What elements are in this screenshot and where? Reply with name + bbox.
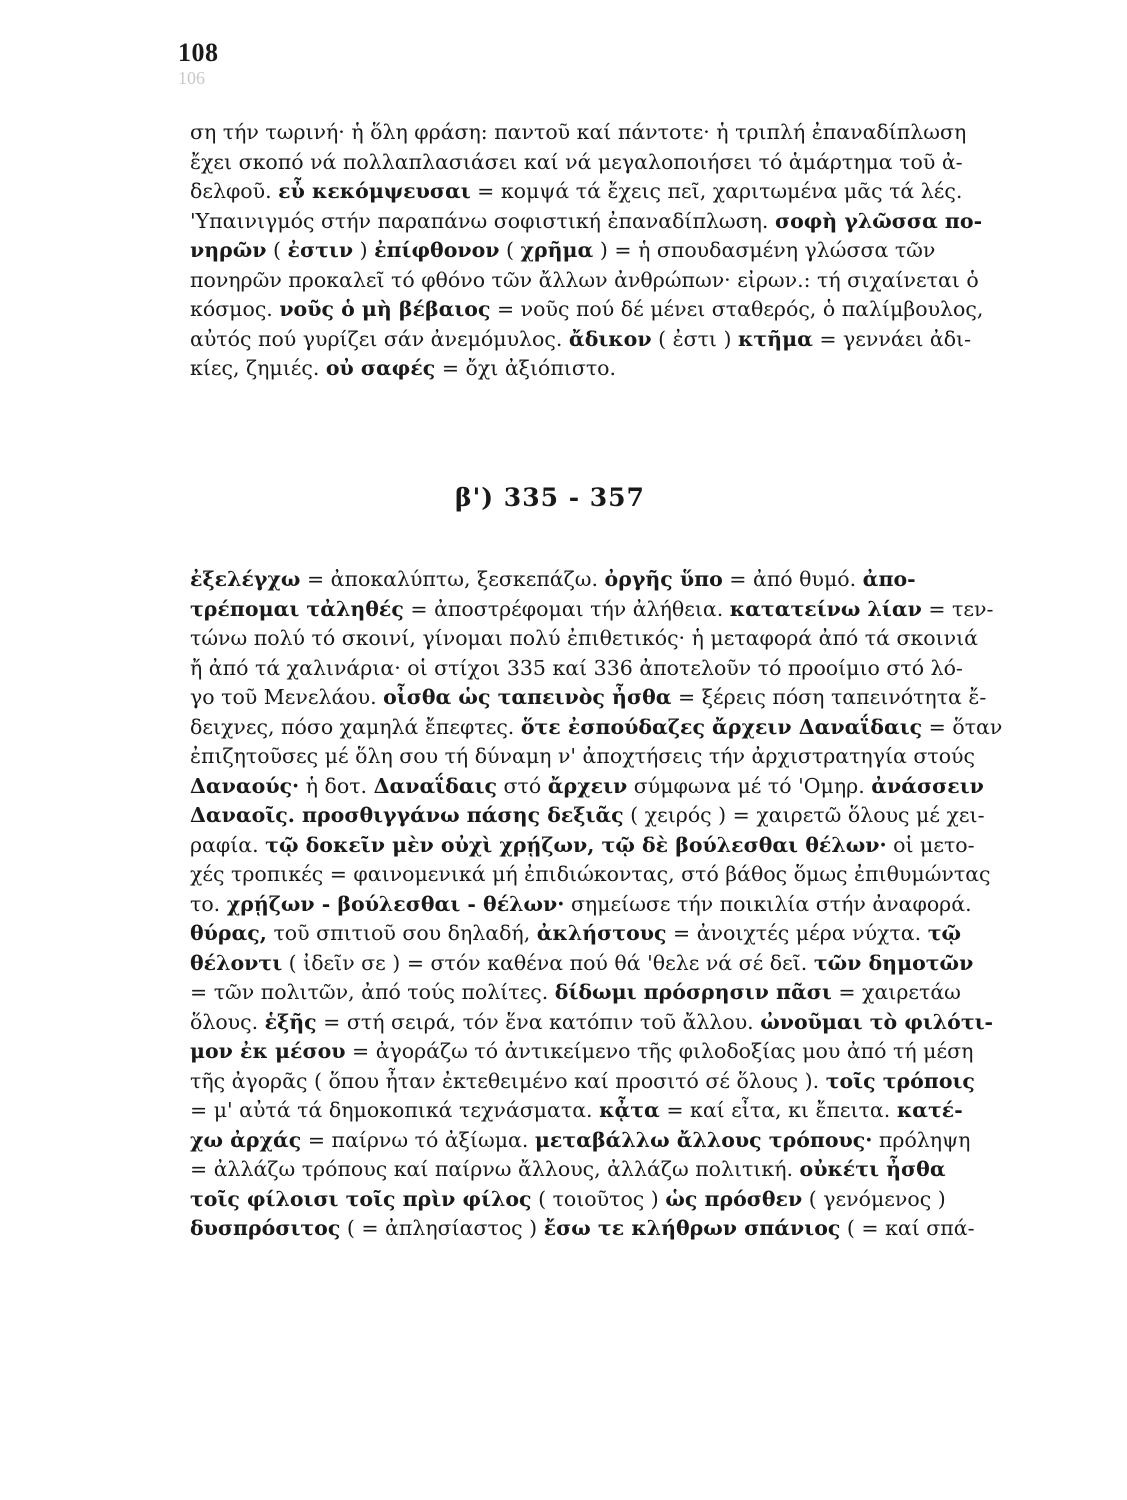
lemma-term: σοφὴ γλῶσσα πο- νηρῶν	[190, 208, 983, 262]
lemma-term: εὖ κεκόμψευσαι	[278, 179, 471, 203]
page-number: 108	[178, 38, 219, 67]
gloss-text: ση τήν τωρινή· ἡ ὅλη φράση: παντοῦ καί πάντοτε· ἡ τριπλή ἐπαναδίπλωση ἔχει σκοπό νά πολλαπλασιάσει καί νά μεγαλοποιήσει τό ἁμάρτημα τοῦ ἀ- δελφοῦ.	[190, 120, 967, 203]
lemma-term: ἑξῆς	[264, 1009, 317, 1034]
lemma-term: ὠνοῦμαι τὸ φιλότι- μον ἐκ μέσου	[190, 1009, 994, 1063]
gloss-text: = μ' αὐτά τά δημοκοπικά τεχνάσματα.	[190, 1098, 593, 1122]
lemma-term: ἀκλήστους	[536, 921, 667, 945]
gloss-text: = στή σειρά, τόν ἕνα κατόπιν τοῦ ἄλλου.	[316, 1009, 761, 1034]
lemma-term: χρῄζων - βούλεσθαι - θέλων·	[226, 891, 565, 916]
section-heading: β') 335 - 357	[455, 483, 645, 512]
gloss-text: ( ἰδεῖν σε ) = στόν καθένα πού θά 'θελε νά σέ δεῖ.	[282, 950, 814, 975]
lemma-term: ἄρχειν	[547, 773, 628, 798]
gloss-text: (	[266, 238, 288, 262]
lemma-term: ὅτε ἐσπούδαζες ἄρχειν Δαναΐδαις	[520, 714, 923, 739]
lemma-term: κτῆμα	[738, 326, 813, 351]
gloss-text: = γεννάει ἀδι- κίες, ζημιές.	[190, 326, 972, 380]
gloss-text: = καί εἶτα, κι ἔπειτα.	[659, 1098, 897, 1122]
lemma-term: Δαναούς·	[190, 773, 300, 798]
gloss-text: ( ἐστι )	[651, 326, 738, 351]
lemma-term: νοῦς ὁ μὴ βέβαιος	[279, 297, 491, 321]
lemma-term: κᾆτα	[599, 1098, 660, 1122]
gloss-text: = ἀπό θυμό.	[722, 567, 863, 591]
gloss-text: πρόληψη = ἀλλάζω τρόπους καί παίρνω ἄλλους, ἀλλάζω πολιτική.	[190, 1127, 971, 1181]
gloss-text: ) = ἡ σπουδασμένη γλώσσα τῶν πονηρῶν προκαλεῖ τό φθόνο τῶν ἄλλων ἀνθρώπων· εἰρων.: τή σιχαίνεται ὁ κόσμος.	[190, 238, 979, 321]
lemma-term: θύρας,	[190, 921, 267, 945]
commentary-paragraph-1	[190, 118, 1046, 384]
lemma-term: τῷ δοκεῖν μὲν οὐχὶ χρῄζων, τῷ δὲ βούλεσθαι θέλων·	[265, 832, 887, 857]
lemma-term: ἀπο- τρέπομαι τἀληθές	[190, 567, 916, 621]
gloss-text: = τῶν πολιτῶν, ἀπό τούς πολίτες.	[190, 980, 549, 1004]
lemma-term: δίδωμι πρόσρησιν πᾶσι	[554, 980, 832, 1004]
gloss-text: ( γενόμενος )	[808, 1186, 946, 1211]
lemma-term: τῶν δημοτῶν	[813, 950, 974, 975]
lemma-term: τῷ θέλοντι	[190, 921, 961, 975]
lemma-term: ἄδικον	[568, 326, 652, 351]
lemma-term: μεταβάλλω ἄλλους τρόπους·	[534, 1127, 873, 1152]
lemma-term: ἐπίφθονον	[374, 238, 500, 262]
gloss-text: = ἀγοράζω τό ἀντικείμενο τῆς φιλοδοξίας μου ἀπό τή μέση τῆς ἀγορᾶς ( ὅπου ἦταν ἐκτεθειμένο καί προσιτό σέ ὅλους ).	[190, 1039, 974, 1093]
gloss-text: = ξέρεις πόση ταπεινότητα ἔ- δειχνες, πόσο χαμηλά ἔπεφτες.	[190, 685, 987, 739]
lemma-term: οὐ σαφές	[325, 356, 436, 380]
lemma-term: ἀνάσσειν Δαναοῖς. προσθιγγάνω πάσης δεξιᾶς	[190, 773, 984, 827]
gloss-text: = ἀνοιχτές μέρα νύχτα.	[666, 921, 928, 945]
lemma-term: ὡς πρόσθεν	[665, 1186, 803, 1211]
lemma-term: δυσπρόσιτος	[190, 1216, 341, 1240]
gloss-text: = τεν- τώνω πολύ τό σκοινί, γίνομαι πολύ ἐπιθετικός· ἡ μεταφορά ἀπό τά σκοινιά ἤ ἀπό τά χαλινάρια· οἱ στίχοι 335 καί 336 ἀποτελοῦν τό προοίμιο στό λό- γο τοῦ Μενελάου.	[190, 596, 994, 709]
lemma-term: οὐκέτι ἦσθα τοῖς φίλοισι τοῖς πρὶν φίλος	[190, 1157, 946, 1211]
lemma-term: ἐστιν	[287, 238, 354, 262]
lemma-term: ἔσω τε κλήθρων σπάνιος	[543, 1216, 841, 1240]
lemma-term: κατέ- χω ἀρχάς	[190, 1098, 963, 1152]
gloss-text: = κομψά τά ἔχεις πεῖ, χαριτωμένα μᾶς τά λές. 'Υπαινιγμός στήν παραπάνω σοφιστική ἐπαναδίπλωση.	[190, 179, 963, 233]
gloss-text: ( τοιοῦτος )	[531, 1186, 666, 1211]
gloss-text: = ὄχι ἀξιόπιστο.	[435, 356, 617, 380]
lemma-term: ἐξελέγχω	[190, 567, 301, 591]
gloss-text: στό	[497, 773, 548, 798]
lemma-term: τοῖς τρόποις	[825, 1068, 975, 1093]
gloss-text: ( = καί σπά-	[840, 1216, 975, 1240]
gloss-text: οἱ μετο- χές τροπικές = φαινομενικά μή ἐπιδιώκοντας, στό βάθος ὅμως ἐπιθυμώντας το.	[190, 832, 991, 916]
lemma-term: κατατείνω λίαν	[729, 596, 922, 621]
lemma-term: Δαναΐδαις	[373, 773, 498, 798]
gloss-text: ( = ἀπλησίαστος )	[340, 1216, 544, 1240]
gloss-text: = παίρνω τό ἀξίωμα.	[301, 1127, 535, 1152]
gloss-text: ( χειρός ) = χαιρετῶ ὅλους μέ χει- ραφία.	[190, 803, 985, 857]
gloss-text: = ὅταν ἐπιζητοῦσες μέ ὅλη σου τή δύναμη ν' ἀποχτήσεις τήν ἀρχιστρατηγία στούς	[190, 714, 1003, 768]
gloss-text: τοῦ σπιτιοῦ σου δηλαδή,	[266, 921, 537, 945]
gloss-text: σημείωσε τήν ποικιλία στήν ἀναφορά.	[570, 891, 972, 916]
gloss-text: = νοῦς πού δέ μένει σταθερός, ὁ παλίμβουλος, αὐτός πού γυρίζει σάν ἀνεμόμυλος.	[190, 297, 984, 351]
show-through-page-number: 106	[178, 68, 205, 88]
gloss-text: σύμφωνα μέ τό 'Ομηρ.	[627, 773, 872, 798]
gloss-text: )	[353, 238, 375, 262]
gloss-text: = ἀποκαλύπτω, ξεσκεπάζω.	[300, 567, 605, 591]
lemma-term: ὀργῆς ὕπο	[604, 567, 723, 591]
lemma-term: οἶσθα ὡς ταπεινὸς ἦσθα	[383, 685, 672, 709]
gloss-text: ἡ δοτ.	[299, 773, 374, 798]
gloss-text: (	[499, 238, 521, 262]
lemma-term: χρῆμα	[520, 238, 594, 262]
commentary-paragraph-2	[190, 565, 1046, 1244]
gloss-text: = ἀποστρέφομαι τήν ἀλήθεια.	[403, 596, 730, 621]
gloss-text: = χαιρετάω ὅλους.	[190, 980, 961, 1034]
